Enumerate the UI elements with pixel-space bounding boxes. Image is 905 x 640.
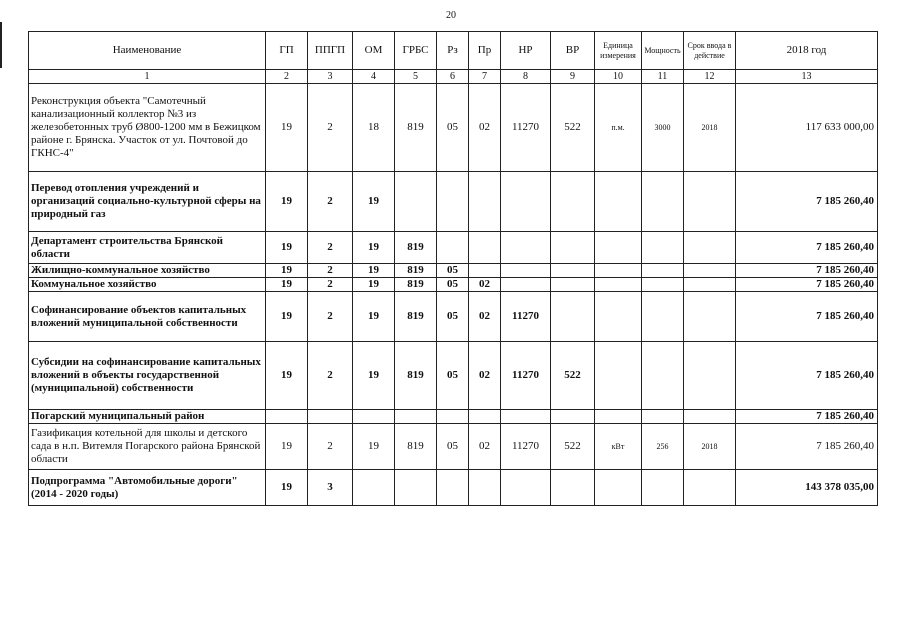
cell-ppgp: 2 [308, 424, 353, 470]
cell-pr [469, 264, 501, 278]
cell-ppgp: 2 [308, 292, 353, 342]
cell-grbs: 819 [395, 232, 437, 264]
cell-ppgp: 2 [308, 232, 353, 264]
cell-name: Жилищно-коммунальное хозяйство [29, 264, 266, 278]
cell-amount: 7 185 260,40 [736, 264, 878, 278]
cell-om: 19 [353, 232, 395, 264]
cell-ppgp: 2 [308, 84, 353, 172]
cell-gp: 19 [266, 232, 308, 264]
cell-rz: 05 [437, 278, 469, 292]
cell-deadline [684, 470, 736, 506]
cell-amount: 7 185 260,40 [736, 342, 878, 410]
cell-pr [469, 470, 501, 506]
cell-amount: 7 185 260,40 [736, 292, 878, 342]
table-row [29, 410, 878, 424]
cell-vr: 522 [551, 342, 595, 410]
cell-om: 18 [353, 84, 395, 172]
table-row [29, 424, 878, 470]
cell-name: Софинансирование объектов капитальных вложений муниципальной собственности [29, 292, 266, 342]
cell-gp: 19 [266, 172, 308, 232]
cell-rz [437, 172, 469, 232]
table-row [29, 232, 878, 264]
cell-unit [595, 264, 642, 278]
cell-power: 3000 [642, 84, 684, 172]
cell-rz: 05 [437, 342, 469, 410]
header-gp: ГП [266, 32, 308, 70]
cell-rz: 05 [437, 292, 469, 342]
cell-name: Погарский муниципальный район [29, 410, 266, 424]
cell-power [642, 470, 684, 506]
cell-gp: 19 [266, 424, 308, 470]
cell-nr [501, 172, 551, 232]
cell-pr [469, 172, 501, 232]
page-edge-mark [0, 22, 2, 68]
column-number: 1 [29, 70, 266, 84]
cell-unit: п.м. [595, 84, 642, 172]
cell-unit [595, 410, 642, 424]
cell-power [642, 264, 684, 278]
header-power: Мощность [642, 32, 684, 70]
cell-name: Коммунальное хозяйство [29, 278, 266, 292]
cell-gp: 19 [266, 264, 308, 278]
cell-deadline [684, 172, 736, 232]
header-name: Наименование [29, 32, 266, 70]
cell-vr [551, 470, 595, 506]
cell-pr [469, 232, 501, 264]
column-number-row [29, 70, 878, 84]
cell-unit [595, 342, 642, 410]
cell-pr: 02 [469, 84, 501, 172]
column-number: 2 [266, 70, 308, 84]
column-number: 4 [353, 70, 395, 84]
cell-nr: 11270 [501, 342, 551, 410]
cell-rz: 05 [437, 264, 469, 278]
header-row [29, 32, 878, 70]
cell-amount: 7 185 260,40 [736, 278, 878, 292]
cell-ppgp: 2 [308, 264, 353, 278]
cell-unit [595, 232, 642, 264]
header-unit: Единица измерения [595, 32, 642, 70]
cell-grbs: 819 [395, 84, 437, 172]
column-number: 12 [684, 70, 736, 84]
cell-om: 19 [353, 424, 395, 470]
cell-deadline [684, 342, 736, 410]
table-row [29, 292, 878, 342]
budget-table [28, 31, 878, 506]
cell-power [642, 342, 684, 410]
column-number: 10 [595, 70, 642, 84]
cell-nr: 11270 [501, 84, 551, 172]
header-deadline: Срок ввода в действие [684, 32, 736, 70]
column-number: 8 [501, 70, 551, 84]
cell-unit: кВт [595, 424, 642, 470]
table-row [29, 470, 878, 506]
cell-nr: 11270 [501, 424, 551, 470]
cell-deadline [684, 264, 736, 278]
cell-nr [501, 410, 551, 424]
cell-deadline [684, 292, 736, 342]
cell-vr [551, 172, 595, 232]
cell-vr [551, 232, 595, 264]
column-number: 6 [437, 70, 469, 84]
cell-vr: 522 [551, 84, 595, 172]
cell-deadline: 2018 [684, 84, 736, 172]
cell-om [353, 470, 395, 506]
cell-unit [595, 278, 642, 292]
cell-unit [595, 470, 642, 506]
cell-power [642, 232, 684, 264]
cell-grbs [395, 410, 437, 424]
cell-ppgp: 2 [308, 172, 353, 232]
cell-ppgp [308, 410, 353, 424]
table-row [29, 342, 878, 410]
cell-ppgp: 2 [308, 342, 353, 410]
header-om: ОМ [353, 32, 395, 70]
cell-amount: 7 185 260,40 [736, 172, 878, 232]
cell-deadline [684, 232, 736, 264]
cell-grbs: 819 [395, 424, 437, 470]
table-body [29, 84, 878, 506]
cell-grbs: 819 [395, 292, 437, 342]
table-row [29, 172, 878, 232]
cell-vr [551, 264, 595, 278]
cell-gp: 19 [266, 292, 308, 342]
cell-pr: 02 [469, 424, 501, 470]
header-vr: ВР [551, 32, 595, 70]
cell-gp: 19 [266, 278, 308, 292]
column-number: 3 [308, 70, 353, 84]
cell-vr: 522 [551, 424, 595, 470]
cell-ppgp: 3 [308, 470, 353, 506]
table-row [29, 84, 878, 172]
column-number: 13 [736, 70, 878, 84]
cell-power: 256 [642, 424, 684, 470]
cell-deadline: 2018 [684, 424, 736, 470]
cell-grbs: 819 [395, 278, 437, 292]
cell-pr: 02 [469, 278, 501, 292]
cell-deadline [684, 410, 736, 424]
cell-amount: 117 633 000,00 [736, 84, 878, 172]
header-rz: Рз [437, 32, 469, 70]
column-number: 7 [469, 70, 501, 84]
cell-amount: 143 378 035,00 [736, 470, 878, 506]
cell-deadline [684, 278, 736, 292]
cell-name: Субсидии на софинансирование капитальных вложений в объекты государственной (муниципальной) собственности [29, 342, 266, 410]
cell-om: 19 [353, 292, 395, 342]
cell-grbs [395, 470, 437, 506]
table-row [29, 264, 878, 278]
header-pr: Пр [469, 32, 501, 70]
cell-nr [501, 278, 551, 292]
cell-name: Газификация котельной для школы и детского сада в н.п. Витемля Погарского района Брянской области [29, 424, 266, 470]
cell-amount: 7 185 260,40 [736, 410, 878, 424]
header-amount-2018: 2018 год [736, 32, 878, 70]
cell-name: Департамент строительства Брянской области [29, 232, 266, 264]
cell-name: Подпрограмма "Автомобильные дороги" (2014 - 2020 годы) [29, 470, 266, 506]
cell-om: 19 [353, 342, 395, 410]
table-row [29, 278, 878, 292]
header-grbs: ГРБС [395, 32, 437, 70]
cell-name: Перевод отопления учреждений и организаций социально-культурной сферы на природный газ [29, 172, 266, 232]
cell-grbs [395, 172, 437, 232]
cell-rz: 05 [437, 424, 469, 470]
cell-nr [501, 232, 551, 264]
cell-pr: 02 [469, 342, 501, 410]
cell-gp [266, 410, 308, 424]
page-number: 20 [446, 10, 456, 21]
header-nr: НР [501, 32, 551, 70]
cell-name: Реконструкция объекта "Самотечный канализационный коллектор №3 из железобетонных труб Ø800-1200 мм в Бежицком районе г. Брянска. Участок от ул. Почтовой до ГКНС-4" [29, 84, 266, 172]
cell-power [642, 292, 684, 342]
cell-rz [437, 232, 469, 264]
cell-nr: 11270 [501, 292, 551, 342]
column-number: 11 [642, 70, 684, 84]
cell-grbs: 819 [395, 264, 437, 278]
column-number: 9 [551, 70, 595, 84]
cell-gp: 19 [266, 342, 308, 410]
cell-power [642, 410, 684, 424]
cell-unit [595, 172, 642, 232]
cell-nr [501, 264, 551, 278]
cell-amount: 7 185 260,40 [736, 232, 878, 264]
cell-power [642, 278, 684, 292]
cell-pr: 02 [469, 292, 501, 342]
cell-nr [501, 470, 551, 506]
cell-unit [595, 292, 642, 342]
header-ppgp: ППГП [308, 32, 353, 70]
cell-amount: 7 185 260,40 [736, 424, 878, 470]
cell-om: 19 [353, 172, 395, 232]
cell-gp: 19 [266, 470, 308, 506]
cell-vr [551, 410, 595, 424]
cell-gp: 19 [266, 84, 308, 172]
cell-rz [437, 470, 469, 506]
cell-om: 19 [353, 264, 395, 278]
cell-power [642, 172, 684, 232]
cell-ppgp: 2 [308, 278, 353, 292]
cell-vr [551, 292, 595, 342]
cell-pr [469, 410, 501, 424]
cell-vr [551, 278, 595, 292]
cell-grbs: 819 [395, 342, 437, 410]
cell-om: 19 [353, 278, 395, 292]
cell-om [353, 410, 395, 424]
column-number: 5 [395, 70, 437, 84]
cell-rz: 05 [437, 84, 469, 172]
cell-rz [437, 410, 469, 424]
